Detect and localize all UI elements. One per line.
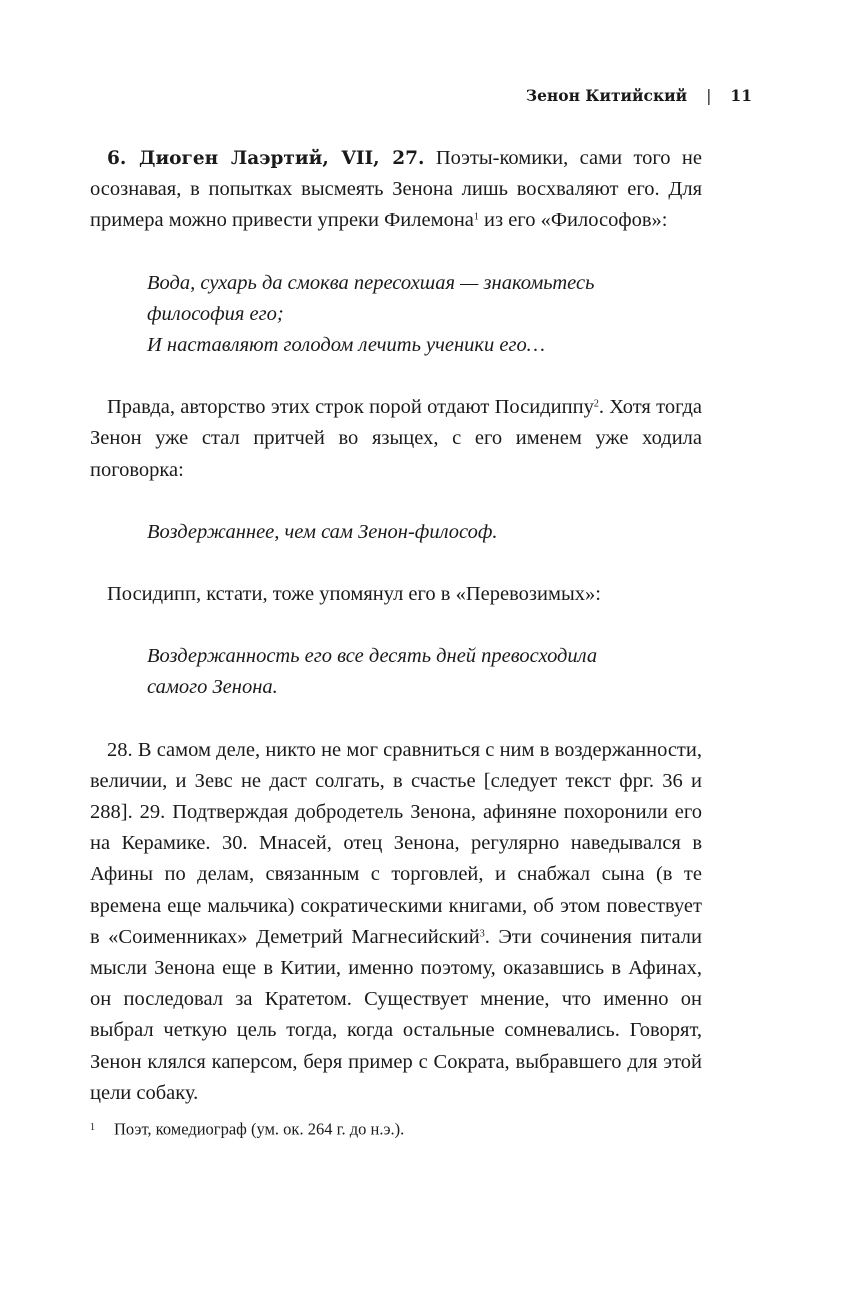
verse-line: Вода, сухарь да смоква пересохшая — знакомьтесь [147,271,595,294]
running-title: Зенон Китийский [525,86,688,105]
verse-line: Воздержаннее, чем сам Зенон-философ. [147,520,498,543]
paragraph-sections-28-30 [90,735,702,1109]
main-text [90,143,702,1109]
verse-line: Воздержанность его все десять дней превосходила [147,645,598,668]
verse-quote [147,268,702,362]
paragraph-text: . Эти сочинения питали мысли Зенона еще в Китии, именно поэтому, оказавшись в Афинах, он последовал за Кратетом. Существует мнение, что именно он выбрал четкую цель тогда, когда остальные сомневались. Говорят, Зенон клялся каперсом, беря пример с Сократа, выбравшего для этой цели собаку. [90,925,702,1104]
footnote-ref: 3 [479,928,485,940]
verse-quote [147,641,702,703]
paragraph-posidippus [90,392,702,486]
verse-line: самого Зенона. [147,676,278,699]
paragraph-diogenes [90,143,702,237]
footnote-ref: 2 [593,398,599,410]
paragraph-text: из его «Философов»: [478,209,668,232]
footnote [90,1117,702,1141]
verse-quote [147,517,702,548]
paragraph-text: Поэты-комики, сами того не осознавая, в попытках высмеять Зенона лишь восхваляют его. Для примера можно привести упреки Филемона [90,147,702,232]
footnote-text: Поэт, комедиограф (ум. ок. 264 г. до н.э.). [114,1119,405,1139]
paragraph-text: Правда, авторство этих строк порой отдают Посидиппу [107,396,594,419]
footnote-number: 1 [90,1122,95,1133]
verse-line: И наставляют голодом лечить ученики его… [147,334,545,357]
verse-line: философия его; [147,302,284,325]
page-number: 11 [730,86,752,105]
running-header [526,86,752,105]
header-separator: | [706,86,712,105]
section-lead: 6. Диоген Лаэртий, VII, 27. [107,148,425,169]
paragraph-transported: Посидипп, кстати, тоже упомянул его в «Перевозимых»: [107,583,601,606]
paragraph-text: . Хотя тогда Зенон уже стал притчей во языцех, с его именем уже ходила поговорка: [90,396,702,481]
paragraph-text: 28. В самом деле, никто не мог сравниться с ним в воздержанности, величии, и Зевс не даст солгать, в счастье [следует текст фрг. 36 и 288]. 29. Подтверждая добродетель Зенона, афиняне похоронили его на Керамике. 30. Мнасей, отец Зенона, регулярно наведывался в Афины по делам, связанным с торговлей, и снабжал сына (в те времена еще мальчика) сократическими книгами, об этом повествует в «Соименниках» Деметрий Магнесийский [90,738,702,948]
footnote-ref: 1 [473,211,479,223]
